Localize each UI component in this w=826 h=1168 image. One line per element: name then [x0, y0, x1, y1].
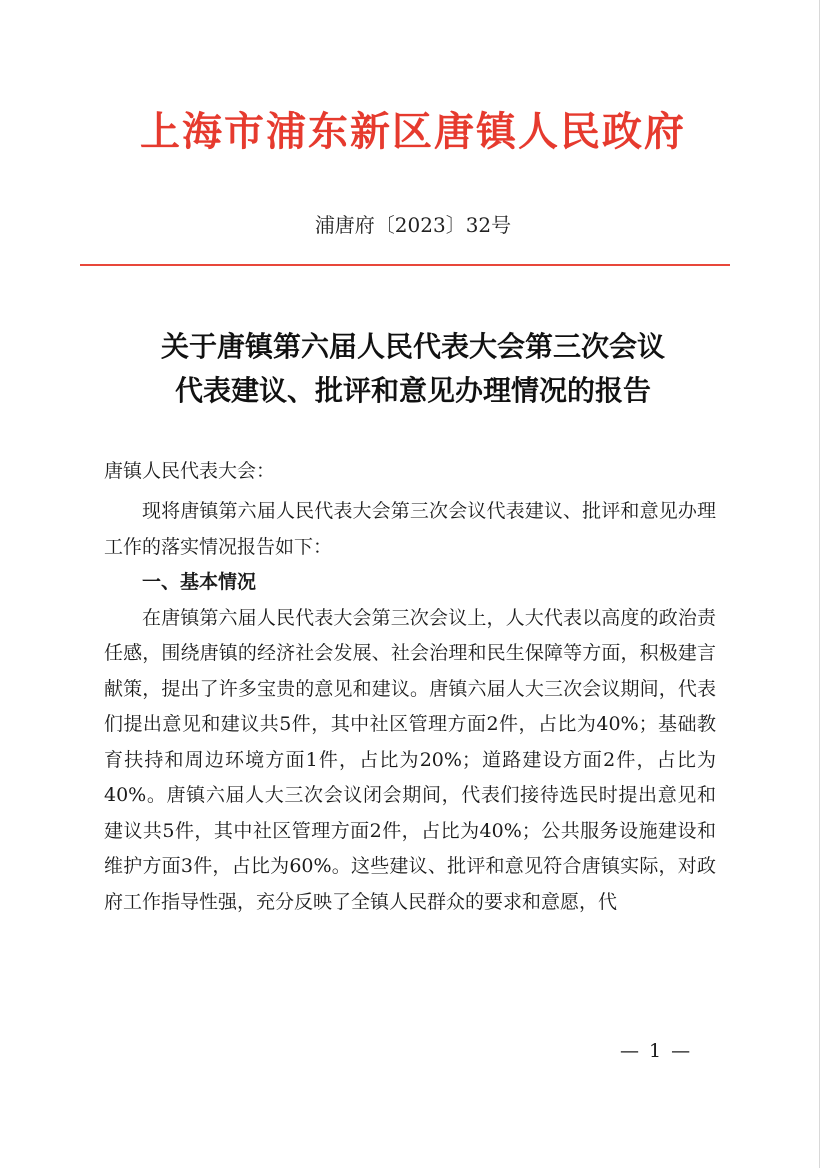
section-1-paragraph: 在唐镇第六届人民代表大会第三次会议上，人大代表以高度的政治责任感，围绕唐镇的经济社会发展、社会治理和民生保障等方面，积极建言献策，提出了许多宝贵的意见和建议。唐镇六届人大三次会议期间，代表们提出意见和建议共5件，其中社区管理方面2件，占比为40%；基础教育扶持和周边环境方面1件，占比为20%；道路建设方面2件，占比为40%。唐镇六届人大三次会议闭会期间，代表们接待选民时提出意见和建议共5件，其中社区管理方面2件，占比为40%；公共服务设施建设和维护方面3件，占比为60%。这些建议、批评和意见符合唐镇实际，对政府工作指导性强，充分反映了全镇人民群众的要求和意愿，代: [104, 606, 716, 913]
section-heading-basic-situation: 一、基本情况: [142, 571, 257, 593]
document-title: [0, 325, 826, 413]
document-title-line-1: 关于唐镇第六届人民代表大会第三次会议: [160, 330, 665, 363]
red-divider-line: [80, 264, 730, 266]
agency-name-header: 上海市浦东新区唐镇人民政府: [140, 108, 686, 155]
page-number: — 1 —: [620, 1040, 693, 1062]
document-title-line-2: 代表建议、批评和意见办理情况的报告: [174, 374, 651, 407]
salutation: 唐镇人民代表大会：: [104, 460, 276, 482]
intro-paragraph: 现将唐镇第六届人民代表大会第三次会议代表建议、批评和意见办理工作的落实情况报告如下：: [104, 500, 716, 558]
scan-edge-line: [819, 0, 820, 1168]
document-body: [104, 494, 716, 920]
document-number: 浦唐府〔2023〕32号: [314, 213, 512, 237]
